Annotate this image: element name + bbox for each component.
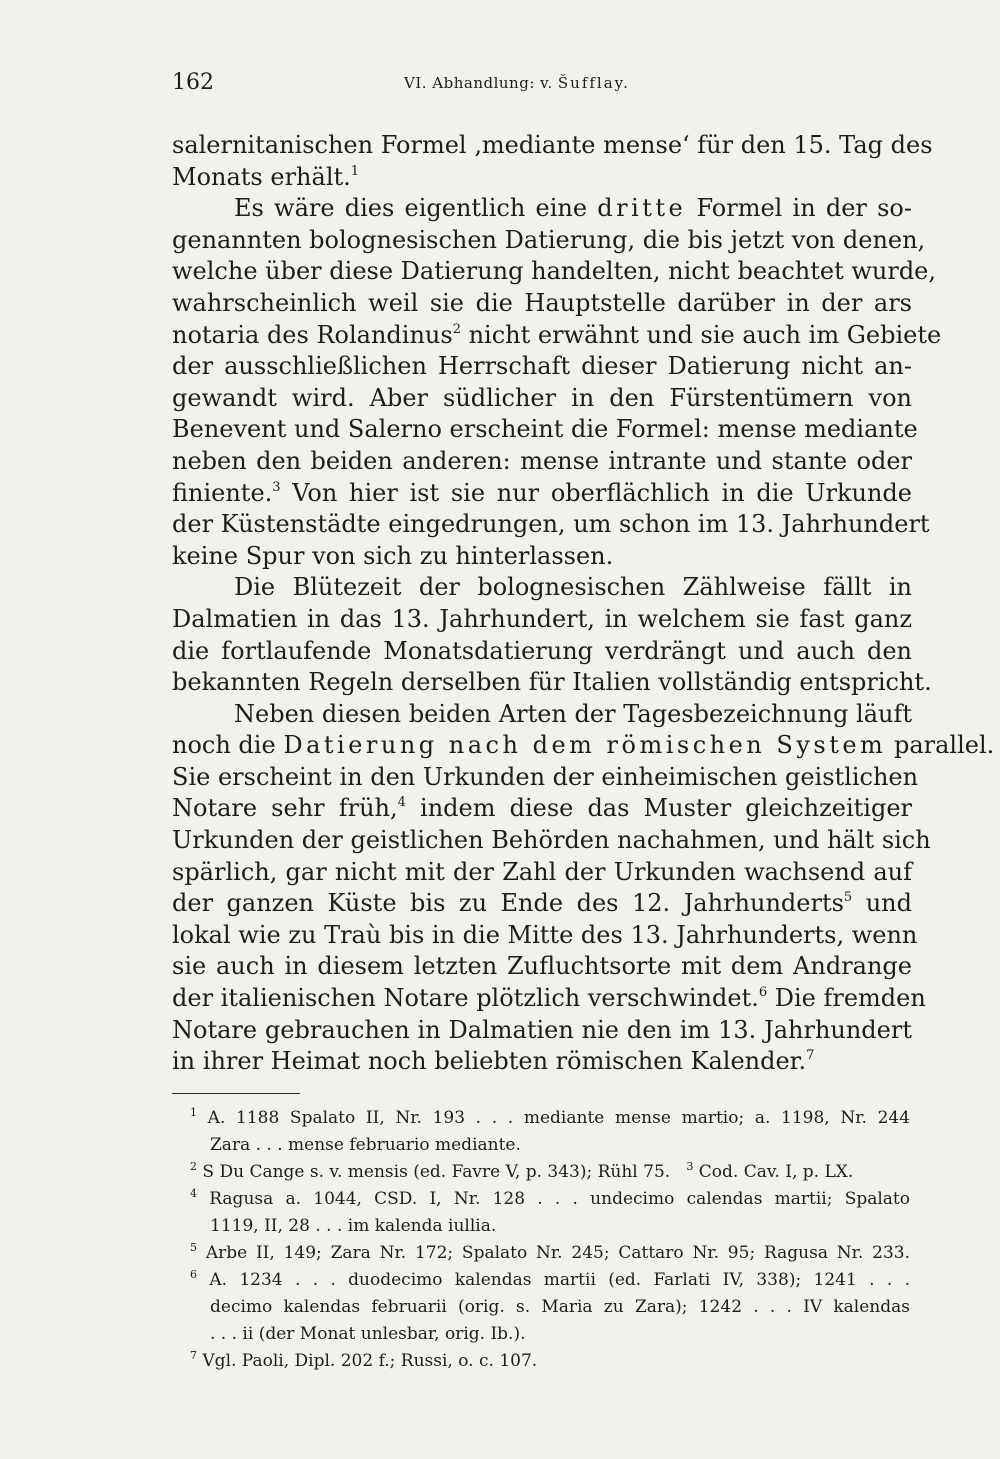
emphasis-spaced: Datierung nach dem römischen System <box>283 731 887 760</box>
page-number: 162 <box>172 70 214 95</box>
text-line: bekannten Regeln derselben für Italien vollständig entspricht. <box>172 668 932 697</box>
text-line: Sie erscheint in den Urkunden der einheimischen geistlichen <box>172 762 919 791</box>
running-head-prefix: VI. Abhandlung: v. <box>404 74 553 92</box>
main-text <box>172 130 995 1078</box>
text-line: sie auch in diesem letzten Zufluchtsorte mit dem Andrange <box>172 952 912 981</box>
text-line: gewandt wird. Aber südlicher in den Fürstentümern von <box>172 383 912 412</box>
text-line: lokal wie zu Traù bis in die Mitte des 13. Jahrhunderts, wenn <box>172 920 918 949</box>
text-line: keine Spur von sich zu hinterlassen. <box>172 541 614 570</box>
running-head <box>404 74 630 92</box>
footnote: $^4$ Ragusa a. 1044, CSD. I, Nr. 128 . . . undecimo calendas martii; Spalato <box>190 1187 910 1209</box>
footnote-number: 7 <box>190 1349 197 1362</box>
text-line: Benevent und Salerno erscheint die Formel: mense mediante <box>172 415 918 444</box>
footnotes <box>190 1105 910 1375</box>
footnote: $^1$ A. 1188 Spalato II, Nr. 193 . . . mediante mense martio; a. 1198, Nr. 244 <box>190 1106 911 1128</box>
footnote-number: 4 <box>190 1187 197 1200</box>
running-head-author: Šufflay. <box>557 74 630 92</box>
text-line: der italienischen Notare plötzlich verschwindet.$^6$ Die fremden <box>172 984 926 1013</box>
text-line: die fortlaufende Monatsdatierung verdrängt und auch den <box>172 636 912 665</box>
footnote-separator <box>172 1093 300 1094</box>
footnote-ref: 6 <box>758 985 768 1001</box>
text-line: noch die Datierung nach dem römischen System parallel. <box>172 731 995 760</box>
text-line: der Küstenstädte eingedrungen, um schon im 13. Jahrhundert <box>172 510 930 539</box>
text-line: Dalmatien in das 13. Jahrhundert, in welchem sie fast ganz <box>172 604 912 633</box>
footnote-continuation: 1119, II, 28 . . . im kalenda iullia. <box>210 1216 497 1236</box>
footnote-ref: 5 <box>843 890 853 906</box>
text-line: Notare gebrauchen in Dalmatien nie den im 13. Jahrhundert <box>172 1015 912 1044</box>
footnote-continuation: . . . ii (der Monat unlesbar, orig. Ib.). <box>210 1324 526 1344</box>
footnote-ref: 1 <box>350 163 360 179</box>
text-line: neben den beiden anderen: mense intrante und stante oder <box>172 446 912 475</box>
text-line: wahrscheinlich weil sie die Hauptstelle darüber in der ars <box>172 288 912 317</box>
footnote-ref: 3 <box>272 479 281 495</box>
footnote-ref: 2 <box>452 321 461 337</box>
footnote-number: 6 <box>190 1268 197 1281</box>
footnote-continuation: Zara . . . mense februario mediante. <box>210 1135 521 1155</box>
page-header <box>172 70 912 106</box>
text-line: salernitanischen Formel ‚mediante mense‘ für den 15. Tag des <box>172 131 933 159</box>
text-line: finiente.$^3$ Von hier ist sie nur oberflächlich in die Urkunde <box>172 478 912 507</box>
text-line: notaria des Rolandinus$^2$ nicht erwähnt und sie auch im Gebiete <box>172 320 942 349</box>
text-line: Neben diesen beiden Arten der Tagesbezeichnung läuft <box>234 699 912 728</box>
footnote: $^2$ S Du Cange s. v. mensis (ed. Favre V, p. 343); Rühl 75. $^3$ Cod. Cav. I, p. LX. <box>190 1160 854 1182</box>
footnote-ref: 7 <box>806 1048 815 1064</box>
footnote: $^5$ Arbe II, 149; Zara Nr. 172; Spalato Nr. 245; Cattaro Nr. 95; Ragusa Nr. 233. <box>190 1241 910 1263</box>
text-line: Die Blütezeit der bolognesischen Zählweise fällt in <box>234 573 912 602</box>
footnote: $^7$ Vgl. Paoli, Dipl. 202 f.; Russi, o. c. 107. <box>190 1349 538 1371</box>
text-line: der ganzen Küste bis zu Ende des 12. Jahrhunderts$^5$ und <box>172 889 912 918</box>
text-line: genannten bolognesischen Datierung, die bis jetzt von denen, <box>172 225 926 254</box>
footnote-number: 5 <box>190 1241 197 1254</box>
text-line: spärlich, gar nicht mit der Zahl der Urkunden wachsend auf <box>172 857 912 886</box>
text-line: Monats erhält.$^1$ <box>172 162 360 191</box>
text-line: Es wäre dies eigentlich eine dritte Formel in der so- <box>234 194 912 223</box>
text-line: Urkunden der geistlichen Behörden nachahmen, und hält sich <box>172 826 931 855</box>
text-line: Notare sehr früh,$^4$ indem diese das Muster gleichzeitiger <box>172 794 913 823</box>
footnote-ref: 4 <box>397 795 406 811</box>
footnote-number: 1 <box>190 1106 197 1119</box>
footnote-number: 3 <box>686 1160 694 1173</box>
text-line: in ihrer Heimat noch beliebten römischen Kalender.$^7$ <box>172 1047 815 1076</box>
footnote: $^6$ A. 1234 . . . duodecimo kalendas martii (ed. Farlati IV, 338); 1241 . . . <box>190 1268 910 1290</box>
footnote-continuation: decimo kalendas februarii (orig. s. Maria zu Zara); 1242 . . . IV kalendas <box>210 1297 910 1317</box>
emphasis-spaced: dritte <box>597 194 687 223</box>
text-line: welche über diese Datierung handelten, nicht beachtet wurde, <box>172 257 937 286</box>
text-line: der ausschließlichen Herrschaft dieser Datierung nicht an- <box>172 352 912 381</box>
footnote-number: 2 <box>190 1160 197 1173</box>
